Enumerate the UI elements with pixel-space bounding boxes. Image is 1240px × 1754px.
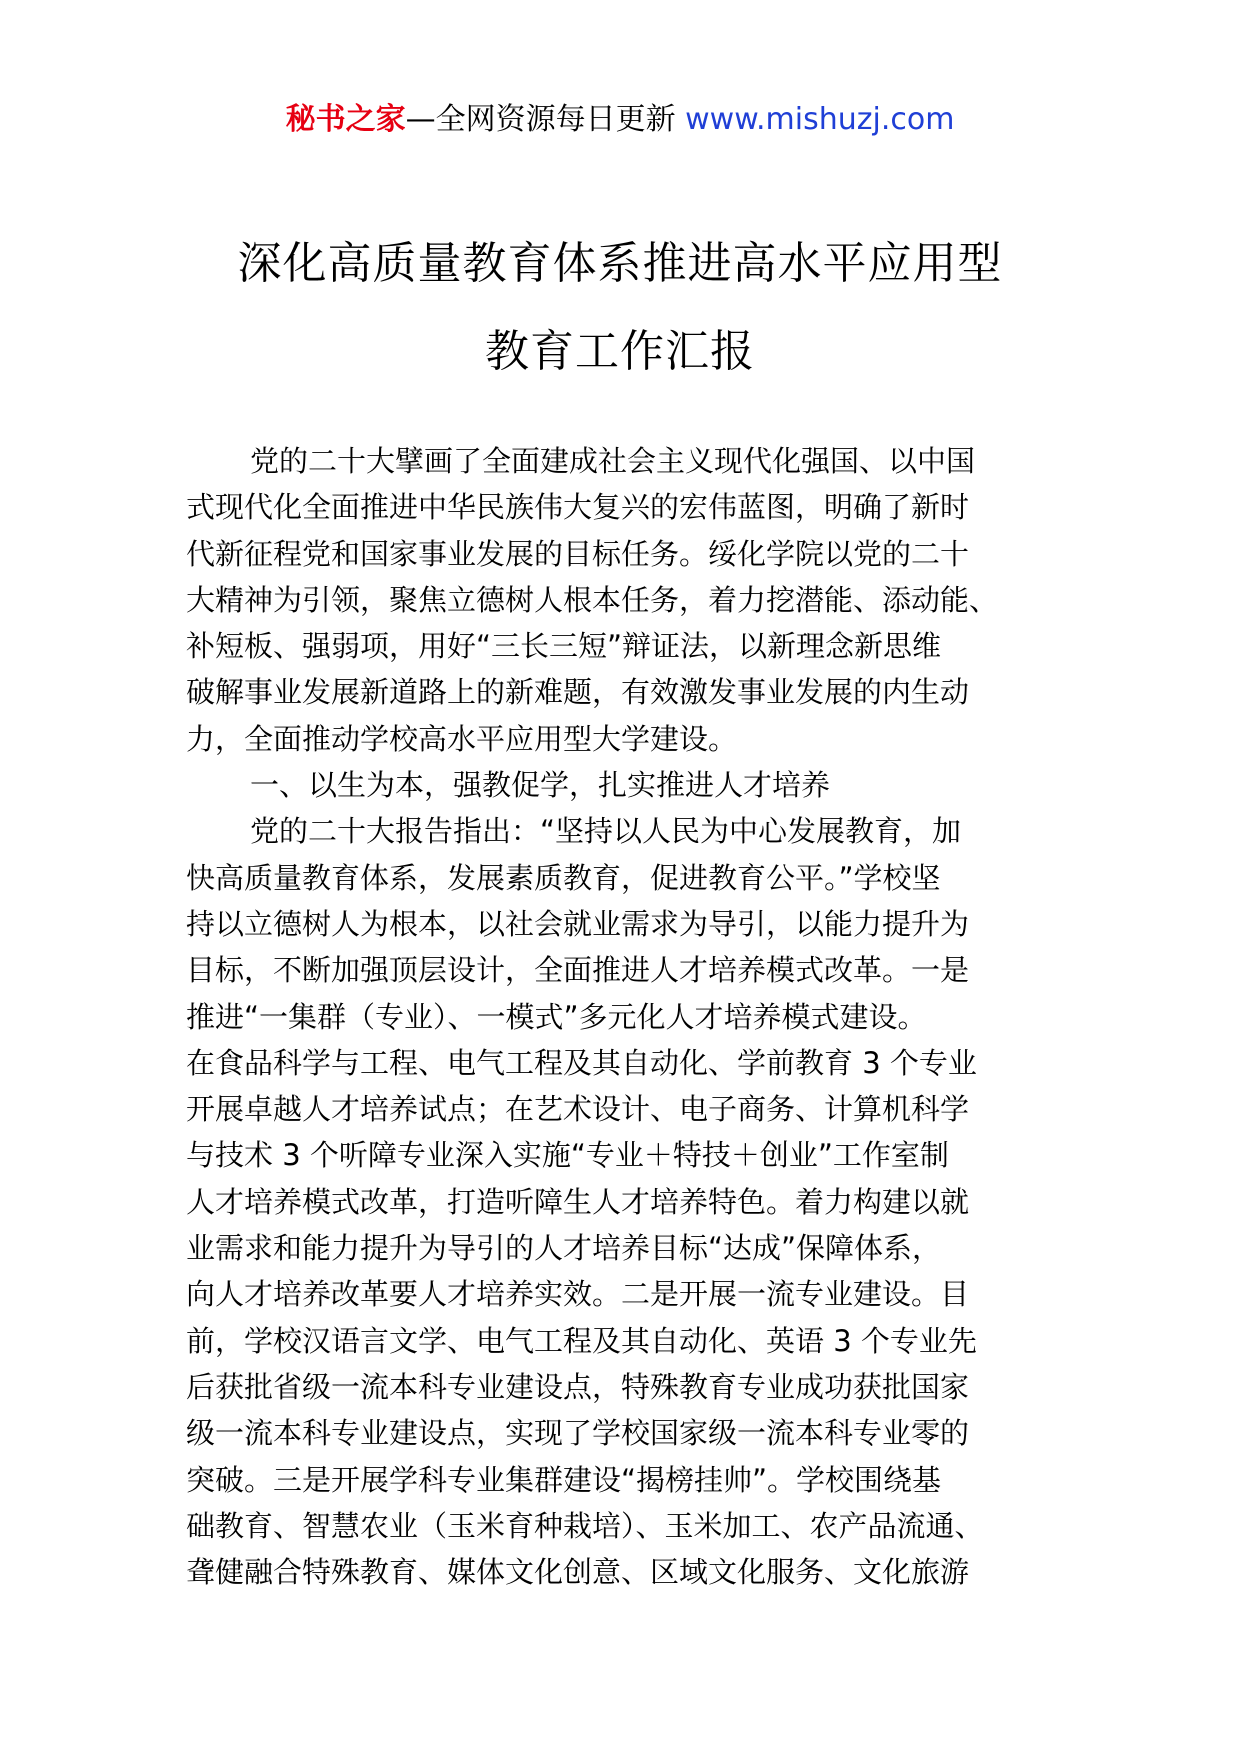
document-title-line-1: 深化高质量教育体系推进高水平应用型 — [237, 238, 1003, 289]
paragraph-line: 级一流本科专业建设点，实现了学校国家级一流本科专业零的 — [186, 1416, 970, 1451]
site-url-link[interactable]: www.mishuzj.com — [685, 102, 955, 137]
paragraph-line: 前，学校汉语言文学、电气工程及其自动化、英语 3 个专业先 — [186, 1323, 977, 1358]
paragraph-line: 大精神为引领，聚焦立德树人根本任务，着力挖潜能、添动能、 — [186, 582, 999, 617]
paragraph-line: 与技术 3 个听障专业深入实施“专业＋特技＋创业”工作室制 — [186, 1138, 949, 1173]
paragraph-line: 推进“一集群（专业）、一模式”多元化人才培养模式建设。 — [186, 999, 927, 1034]
document-title-line-2: 教育工作汇报 — [485, 326, 755, 377]
paragraph-line: 力，全面推动学校高水平应用型大学建设。 — [186, 721, 738, 756]
paragraph-line: 补短板、强弱项，用好“三长三短”辩证法，以新理念新思维 — [186, 629, 942, 664]
paragraph-line: 础教育、智慧农业（玉米育种栽培）、玉米加工、农产品流通、 — [186, 1508, 984, 1543]
paragraph-line: 快高质量教育体系，发展素质教育，促进教育公平。”学校坚 — [186, 860, 941, 895]
paragraph-line: 目标，不断加强顶层设计，全面推进人才培养模式改革。一是 — [186, 953, 970, 988]
paragraph-line: 人才培养模式改革，打造听障生人才培养特色。着力构建以就 — [186, 1184, 970, 1219]
paragraph-line: 代新征程党和国家事业发展的目标任务。绥化学院以党的二十 — [186, 536, 970, 571]
header-slogan: —全网资源每日更新 — [405, 102, 686, 137]
paragraph-line: 破解事业发展新道路上的新难题，有效激发事业发展的内生动 — [186, 675, 970, 710]
paragraph-line: 后获批省级一流本科专业建设点，特殊教育专业成功获批国家 — [186, 1369, 970, 1404]
paragraph-line: 聋健融合特殊教育、媒体文化创意、区域文化服务、文化旅游 — [186, 1555, 970, 1590]
paragraph-line: 开展卓越人才培养试点；在艺术设计、电子商务、计算机科学 — [186, 1092, 970, 1127]
paragraph-line: 党的二十大擘画了全面建成社会主义现代化强国、以中国 — [250, 444, 976, 478]
paragraph-line: 在食品科学与工程、电气工程及其自动化、学前教育 3 个专业 — [186, 1045, 977, 1080]
site-header — [0, 100, 1240, 140]
paragraph-line: 式现代化全面推进中华民族伟大复兴的宏伟蓝图，明确了新时 — [186, 490, 970, 525]
paragraph-line: 向人才培养改革要人才培养实效。二是开展一流专业建设。目 — [186, 1277, 970, 1312]
paragraph-line: 突破。三是开展学科专业集群建设“揭榜挂帅”。学校围绕基 — [186, 1462, 942, 1497]
document-body — [186, 438, 1066, 1595]
section-heading: 一、以生为本，强教促学，扎实推进人才培养 — [250, 768, 831, 803]
paragraph-line: 业需求和能力提升为导引的人才培养目标“达成”保障体系， — [186, 1231, 942, 1266]
brand-name: 秘书之家 — [285, 102, 406, 137]
paragraph-line: 持以立德树人为根本，以社会就业需求为导引，以能力提升为 — [186, 906, 970, 941]
paragraph-line: 党的二十大报告指出：“坚持以人民为中心发展教育，加 — [250, 814, 962, 849]
